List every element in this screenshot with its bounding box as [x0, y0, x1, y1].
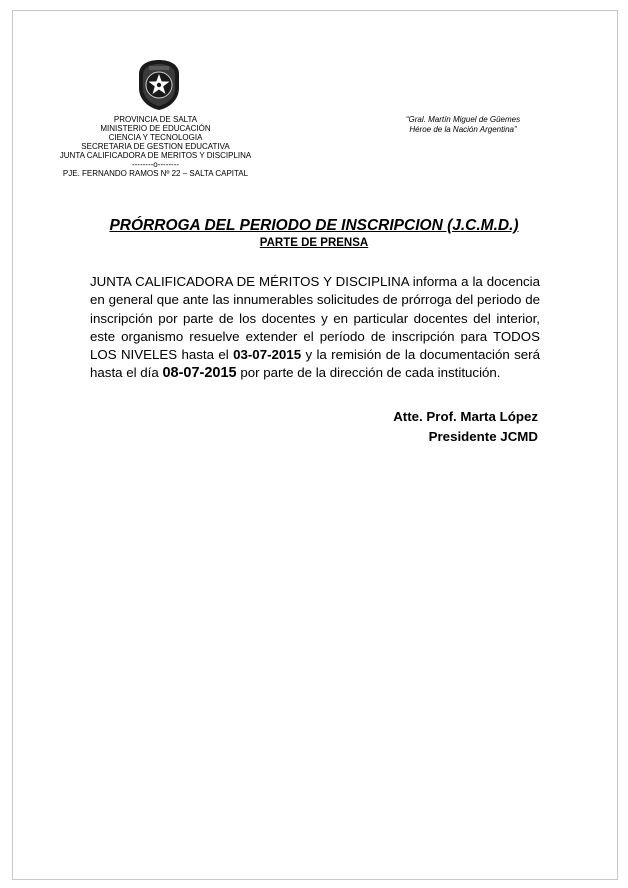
provincial-seal-icon [135, 58, 183, 112]
signature-role: Presidente JCMD [428, 429, 538, 444]
letterhead-line: SECRETARIA DE GESTION EDUCATIVA [81, 142, 230, 151]
letterhead-line: MINISTERIO DE EDUCACIÓN [100, 124, 211, 133]
press-release-body [90, 273, 540, 383]
letterhead-divider: --------o-------- [131, 160, 180, 169]
letterhead-line: PROVINCIA DE SALTA [113, 115, 198, 124]
document-subtitle: PARTE DE PRENSA [259, 237, 369, 249]
document-title: PRÓRROGA DEL PERIODO DE INSCRIPCION (J.C.M.D.) [109, 217, 519, 234]
letterhead-address: PJE. FERNANDO RAMOS Nº 22 – SALTA CAPITAL [62, 169, 249, 178]
signature-block [300, 407, 538, 447]
letterhead-line: CIENCIA Y TECNOLOGIA [108, 133, 203, 142]
body-text: por parte de la dirección de cada institución. [236, 365, 501, 381]
letterhead-line: JUNTA CALIFICADORA DE MERITOS Y DISCIPLINA [59, 151, 252, 160]
motto-line: “Gral. Martín Miguel de Güemes [405, 115, 521, 124]
body-levels: TODOS LOS NIVELES [90, 328, 540, 363]
motto [388, 115, 538, 135]
motto-line: Héroe de la Nación Argentina” [409, 125, 517, 134]
body-text: y la remisión de la documentación será hasta el día [90, 347, 541, 381]
body-date-documentation: 08-07-2015 [162, 365, 237, 382]
body-text: informa a la docencia en general que ante las innumerables solicitudes de prórroga del periodo de inscripción por parte de los docentes y en particular docentes del interior, este organismo resuelve extender el período de inscripción para [90, 274, 540, 344]
signature-name: Atte. Prof. Marta López [393, 409, 538, 424]
body-lead: JUNTA CALIFICADORA DE MÉRITOS Y DISCIPLINA [90, 274, 409, 289]
body-text: hasta el [177, 347, 234, 363]
body-date-registration: 03-07-2015 [233, 347, 302, 363]
letterhead [48, 115, 263, 178]
